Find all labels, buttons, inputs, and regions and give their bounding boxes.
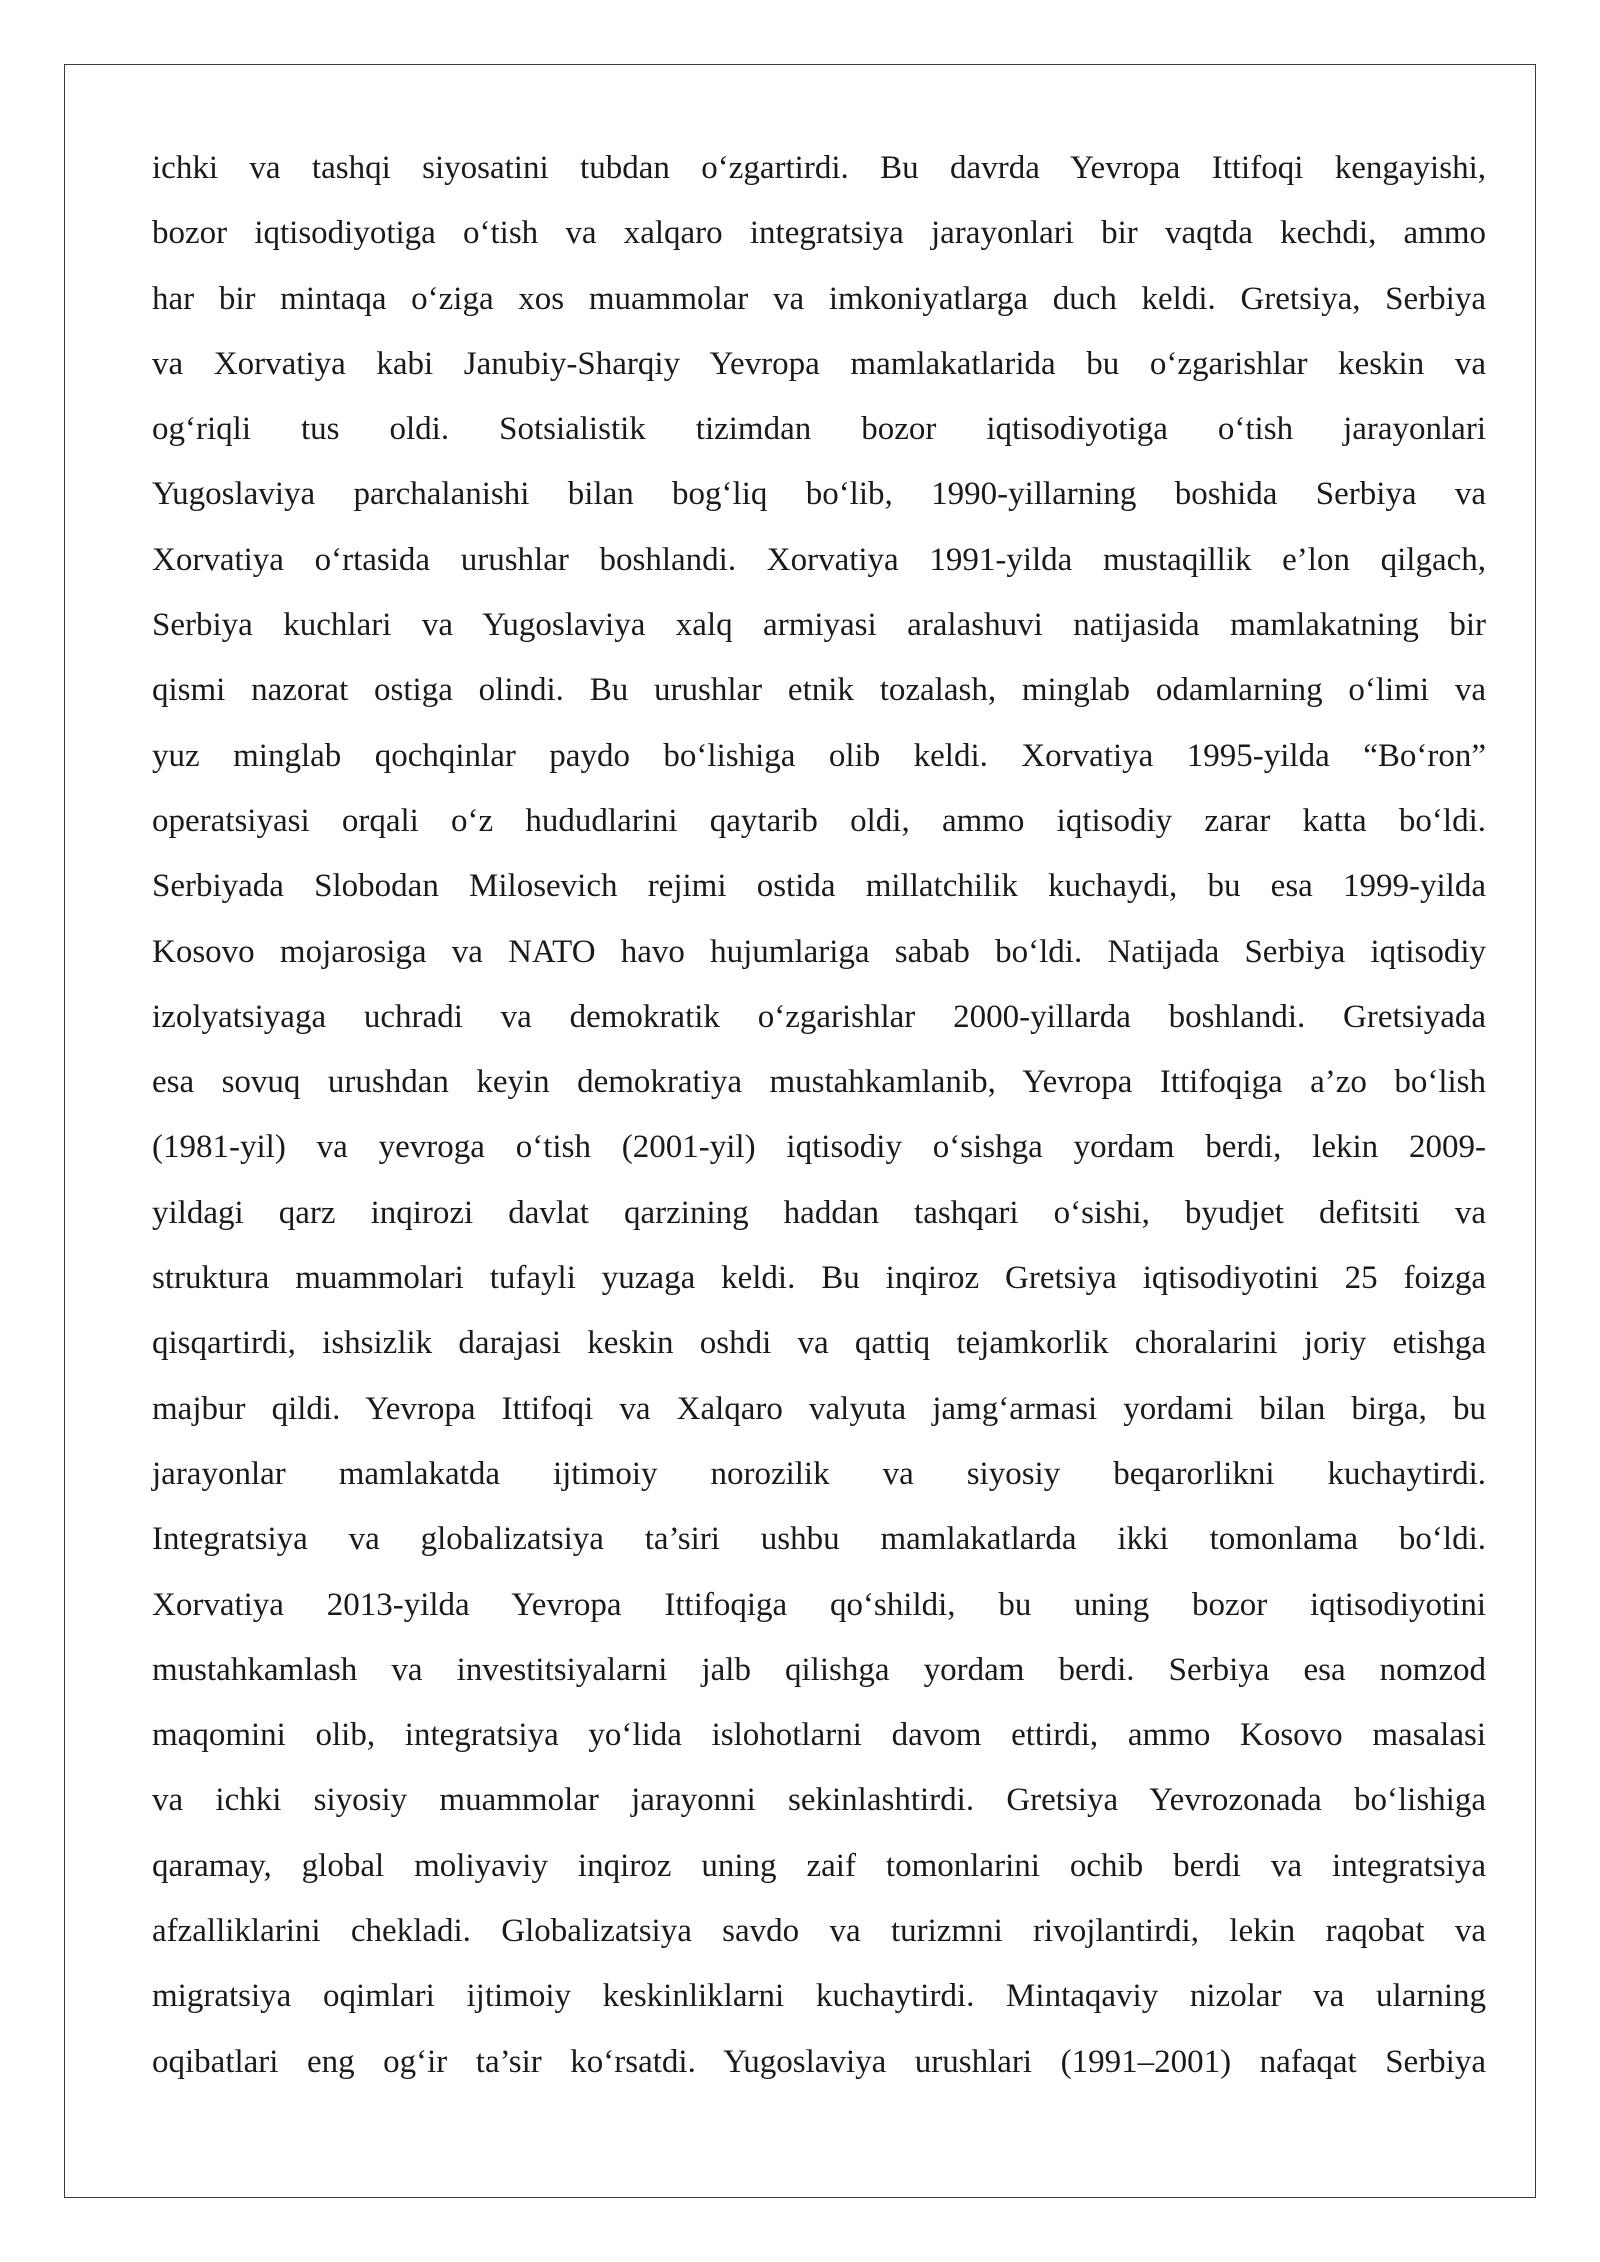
text-line: va ichki siyosiy muammolar jarayonni sekinlashtirdi. Gretsiya Yevrozonada bo‘lishiga — [152, 1782, 1486, 1819]
text-line: Serbiyada Slobodan Milosevich rejimi ostida millatchilik kuchaydi, bu esa 1999-yilda — [152, 868, 1486, 905]
text-line: va Xorvatiya kabi Janubiy-Sharqiy Yevropa mamlakatlarida bu o‘zgarishlar keskin va — [152, 345, 1486, 382]
text-line: migratsiya oqimlari ijtimoiy keskinliklarni kuchaytirdi. Mintaqaviy nizolar va ularning — [152, 1978, 1486, 2015]
text-line: Yugoslaviya parchalanishi bilan bog‘liq bo‘lib, 1990-yillarning boshida Serbiya va — [152, 476, 1486, 513]
text-line: Kosovo mojarosiga va NATO havo hujumlariga sabab bo‘ldi. Natijada Serbiya iqtisodiy — [152, 933, 1486, 970]
text-line: mustahkamlash va investitsiyalarni jalb qilishga yordam berdi. Serbiya esa nomzod — [152, 1651, 1486, 1688]
text-line: Serbiya kuchlari va Yugoslaviya xalq armiyasi aralashuvi natijasida mamlakatning bir — [152, 607, 1486, 644]
text-line: qismi nazorat ostiga olindi. Bu urushlar etnik tozalash, minglab odamlarning o‘limi va — [152, 672, 1486, 709]
text-line: qaramay, global moliyaviy inqiroz uning zaif tomonlarini ochib berdi va integratsiya — [152, 1847, 1486, 1884]
text-line: bozor iqtisodiyotiga o‘tish va xalqaro integratsiya jarayonlari bir vaqtda kechdi, ammo — [152, 215, 1486, 252]
text-line: majbur qildi. Yevropa Ittifoqi va Xalqaro valyuta jamg‘armasi yordami bilan birga, bu — [152, 1390, 1486, 1427]
text-line: Xorvatiya o‘rtasida urushlar boshlandi. Xorvatiya 1991-yilda mustaqillik e’lon qilgach, — [152, 541, 1486, 578]
text-line: izolyatsiyaga uchradi va demokratik o‘zgarishlar 2000-yillarda boshlandi. Gretsiyada — [152, 998, 1486, 1035]
text-line: (1981-yil) va yevroga o‘tish (2001-yil) iqtisodiy o‘sishga yordam berdi, lekin 2009- — [152, 1129, 1486, 1166]
body-text — [152, 142, 1486, 2101]
text-line: yildagi qarz inqirozi davlat qarzining haddan tashqari o‘sishi, byudjet defitsiti va — [152, 1194, 1486, 1231]
text-line: Integratsiya va globalizatsiya ta’siri ushbu mamlakatlarda ikki tomonlama bo‘ldi. — [152, 1521, 1486, 1558]
text-line: operatsiyasi orqali o‘z hududlarini qaytarib oldi, ammo iqtisodiy zarar katta bo‘ldi. — [152, 802, 1486, 839]
text-line: oqibatlari eng og‘ir ta’sir ko‘rsatdi. Yugoslaviya urushlari (1991–2001) nafaqat Serbiya — [152, 2043, 1486, 2080]
text-line: esa sovuq urushdan keyin demokratiya mustahkamlanib, Yevropa Ittifoqiga a’zo bo‘lish — [152, 1064, 1486, 1101]
text-line: afzalliklarini chekladi. Globalizatsiya savdo va turizmni rivojlantirdi, lekin raqobat va — [152, 1913, 1486, 1950]
text-line: yuz minglab qochqinlar paydo bo‘lishiga olib keldi. Xorvatiya 1995-yilda “Bo‘ron” — [152, 737, 1486, 774]
text-line: jarayonlar mamlakatda ijtimoiy norozilik va siyosiy beqarorlikni kuchaytirdi. — [152, 1455, 1486, 1492]
text-line: og‘riqli tus oldi. Sotsialistik tizimdan bozor iqtisodiyotiga o‘tish jarayonlari — [152, 411, 1486, 448]
text-line: qisqartirdi, ishsizlik darajasi keskin oshdi va qattiq tejamkorlik choralarini joriy etishga — [152, 1325, 1486, 1362]
text-line: ichki va tashqi siyosatini tubdan o‘zgartirdi. Bu davrda Yevropa Ittifoqi kengayishi, — [152, 150, 1486, 186]
text-line: struktura muammolari tufayli yuzaga keldi. Bu inqiroz Gretsiya iqtisodiyotini 25 foizga — [152, 1260, 1486, 1297]
text-line: Xorvatiya 2013-yilda Yevropa Ittifoqiga qo‘shildi, bu uning bozor iqtisodiyotini — [152, 1586, 1486, 1623]
text-line: maqomini olib, integratsiya yo‘lida islohotlarni davom ettirdi, ammo Kosovo masalasi — [152, 1717, 1486, 1754]
text-line: har bir mintaqa o‘ziga xos muammolar va imkoniyatlarga duch keldi. Gretsiya, Serbiya — [152, 280, 1486, 317]
